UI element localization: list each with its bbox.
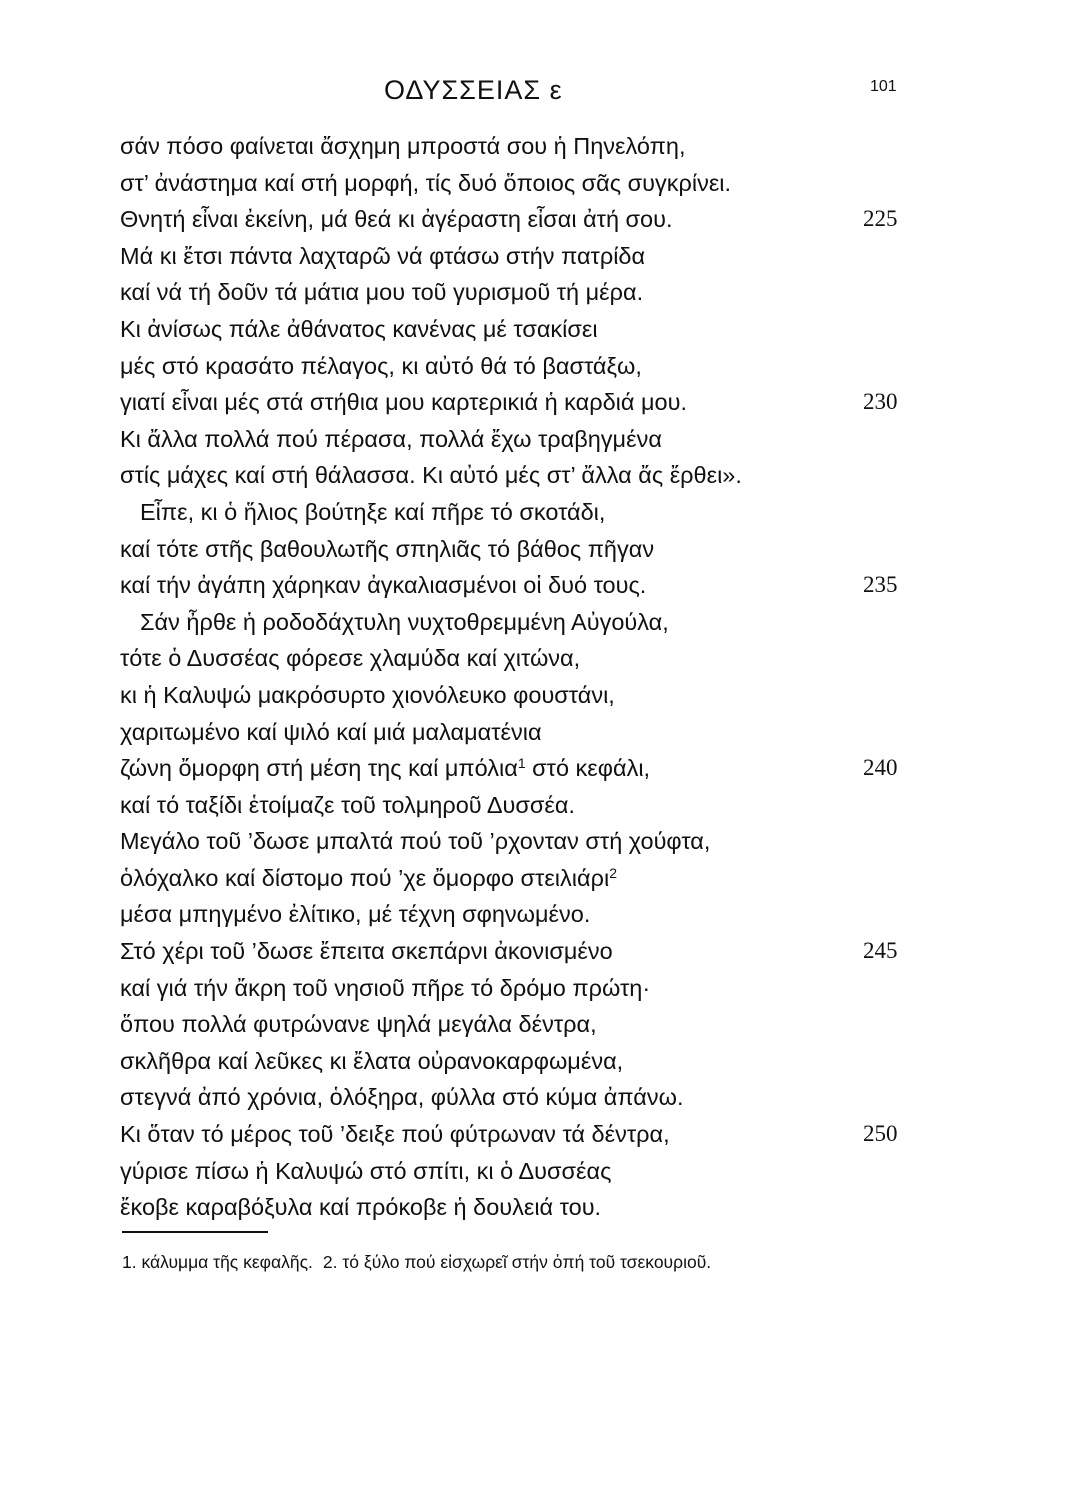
verse-text: Μεγάλο τοῦ ’δωσε μπαλτά πού τοῦ ’ρχονταν στή χούφτα, — [120, 828, 711, 855]
line-number: 225 — [863, 206, 898, 232]
verse-text: μέσα μπηγμένο ἐλίτικο, μέ τέχνη σφηνωμένο. — [120, 901, 591, 928]
footnote-1: 1. κάλυμμα τῆς κεφαλῆς. — [122, 1252, 313, 1272]
verse-text: καί νά τή δοῦν τά μάτια μου τοῦ γυρισμοῦ τή μέρα. — [120, 279, 644, 306]
verse-line — [120, 1006, 920, 1043]
verse-line — [120, 896, 920, 933]
verse-text: τότε ὁ Δυσσέας φόρεσε χλαμύδα καί χιτώνα, — [120, 645, 581, 672]
verse-text: ἔκοβε καραβόξυλα καί πρόκοβε ἡ δουλειά του. — [120, 1194, 602, 1221]
verse-line — [120, 274, 920, 311]
verse-text: καί τήν ἀγάπη χάρηκαν ἀγκαλιασμένοι οἱ δυό τους. — [120, 572, 647, 599]
verse-line — [120, 640, 920, 677]
verse-line — [120, 567, 920, 604]
verse-text: γιατί εἶναι μές στά στήθια μου καρτερικιά ἡ καρδιά μου. — [120, 389, 688, 416]
verse-text: Σάν ἦρθε ἡ ροδοδάχτυλη νυχτοθρεμμένη Αὐγούλα, — [140, 608, 669, 635]
verse-line — [120, 201, 920, 238]
verse-line — [120, 933, 920, 970]
line-number: 235 — [863, 572, 898, 598]
verse-line — [120, 787, 920, 824]
verse-line — [120, 1153, 920, 1190]
verse-text: Θνητή εἶναι ἐκείνη, μά θεά κι ἀγέραστη εἶσαι ἀτή σου. — [120, 206, 673, 233]
verse-text: χαριτωμένο καί ψιλό καί μιά μαλαματένια — [120, 718, 542, 745]
verse-line — [120, 384, 920, 421]
verse-text: κι ἡ Καλυψώ μακρόσυρτο χιονόλευκο φουστάνι, — [120, 681, 615, 708]
poem-text — [120, 128, 920, 1226]
verse-line — [120, 1116, 920, 1153]
verse-text: στίς μάχες καί στή θάλασσα. Κι αὐτό μές στ’ ἄλλα ἄς ἔρθει». — [120, 462, 742, 489]
verse-line — [120, 604, 920, 641]
verse-line — [120, 1189, 920, 1226]
verse-line — [120, 238, 920, 275]
verse-text: Στό χέρι τοῦ ’δωσε ἔπειτα σκεπάρνι ἀκονισμένο — [120, 938, 613, 965]
line-number: 240 — [863, 755, 898, 781]
verse-text: Κι ἄλλα πολλά πού πέρασα, πολλά ἔχω τραβηγμένα — [120, 425, 662, 452]
verse-text: Κι ὅταν τό μέρος τοῦ ’δειξε πού φύτρωναν τά δέντρα, — [120, 1121, 670, 1148]
verse-line — [120, 1043, 920, 1080]
verse-line — [120, 531, 920, 568]
verse-line — [120, 714, 920, 751]
verse-text: γύρισε πίσω ἡ Καλυψώ στό σπίτι, κι ὁ Δυσσέας — [120, 1157, 612, 1184]
verse-text: μές στό κρασάτο πέλαγος, κι αὐτό θά τό βαστάξω, — [120, 352, 642, 379]
verse-text: Εἶπε, κι ὁ ἥλιος βούτηξε καί πῆρε τό σκοτάδι, — [140, 498, 606, 525]
footnote-separator — [122, 1231, 268, 1233]
verse-line — [120, 494, 920, 531]
verse-text: Κι ἀνίσως πάλε ἀθάνατος κανένας μέ τσακίσει — [120, 315, 598, 342]
verse-text-continued: στό κεφάλι, — [525, 755, 651, 782]
verse-line — [120, 860, 920, 897]
verse-text: καί γιά τήν ἄκρη τοῦ νησιοῦ πῆρε τό δρόμο πρώτη· — [120, 974, 651, 1001]
page-number: 101 — [870, 78, 897, 95]
verse-text: σάν πόσο φαίνεται ἄσχημη μπροστά σου ἡ Πηνελόπη, — [120, 133, 686, 159]
verse-line — [120, 128, 920, 165]
verse-text: στεγνά ἀπό χρόνια, ὁλόξηρα, φύλλα στό κύμα ἀπάνω. — [120, 1084, 684, 1111]
verse-line — [120, 457, 920, 494]
verse-line — [120, 421, 920, 458]
line-number: 250 — [863, 1121, 898, 1147]
verse-text: στ’ ἀνάστημα καί στή μορφή, τίς δυό ὅποιος σᾶς συγκρίνει. — [120, 169, 732, 196]
footnote-marker: 2 — [609, 864, 617, 881]
verse-text: σκλῆθρα καί λεῦκες κι ἔλατα οὐρανοκαρφωμένα, — [120, 1047, 624, 1074]
running-header-title: ΟΔΥΣΣΕΙΑΣ ε — [384, 75, 563, 105]
verse-line — [120, 677, 920, 714]
verse-text: καί τότε στῆς βαθουλωτῆς σπηλιᾶς τό βάθος πῆγαν — [120, 535, 655, 562]
verse-line — [120, 348, 920, 385]
footnotes — [122, 1252, 721, 1273]
footnote-2: 2. τό ξύλο πού εἰσχωρεῖ στήν ὀπή τοῦ τσεκουριοῦ. — [322, 1252, 712, 1272]
verse-line — [120, 823, 920, 860]
line-number: 230 — [863, 389, 898, 415]
line-number: 245 — [863, 938, 898, 964]
verse-text: ὁλόχαλκο καί δίστομο πού ’χε ὄμορφο στειλιάρι — [120, 864, 610, 891]
verse-line — [120, 970, 920, 1007]
verse-text: καί τό ταξίδι ἑτοίμαζε τοῦ τολμηροῦ Δυσσέα. — [120, 791, 576, 818]
verse-line — [120, 750, 920, 787]
verse-text: ὅπου πολλά φυτρώνανε ψηλά μεγάλα δέντρα, — [120, 1011, 597, 1038]
verse-line — [120, 165, 920, 202]
verse-text: ζώνη ὄμορφη στή μέση της καί μπόλια — [120, 755, 518, 782]
verse-line — [120, 311, 920, 348]
footnote-marker: 1 — [517, 755, 526, 772]
verse-line — [120, 1079, 920, 1116]
verse-text: Μά κι ἔτσι πάντα λαχταρῶ νά φτάσω στήν πατρίδα — [120, 242, 646, 269]
